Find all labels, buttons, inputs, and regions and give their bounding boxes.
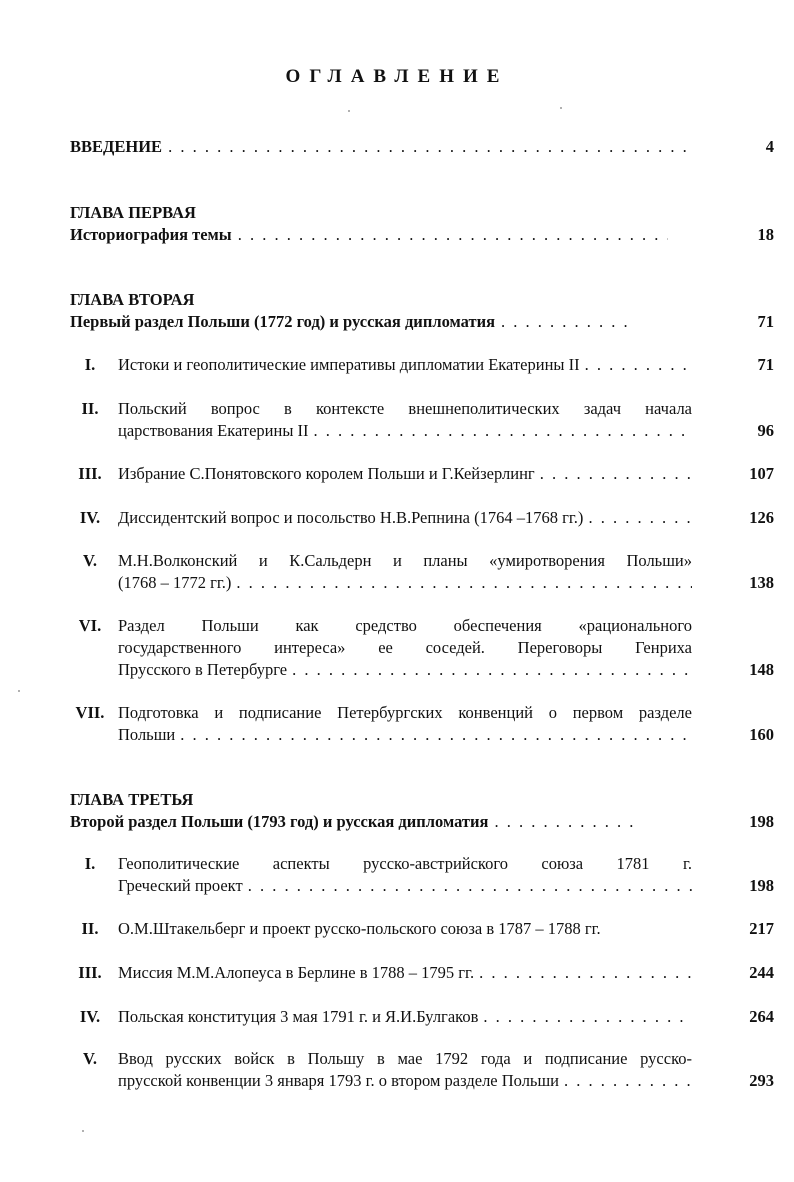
chapter-2[interactable]	[70, 289, 774, 333]
section-2-1[interactable]	[70, 354, 774, 376]
section-text: (1768 – 1772 гг.)	[118, 573, 232, 592]
section-number: III.	[78, 464, 102, 483]
page-number: 138	[749, 573, 774, 592]
section-number: V.	[83, 551, 97, 570]
dot-leader	[238, 224, 668, 246]
dot-leader	[588, 507, 692, 529]
chapter-heading: ГЛАВА ВТОРАЯ	[70, 290, 195, 309]
section-text: Диссидентский вопрос и посольство Н.В.Репнина (1764 –1768 гг.)	[118, 508, 584, 527]
section-number: II.	[81, 919, 99, 938]
chapter-1[interactable]	[70, 202, 774, 246]
dot-leader	[236, 572, 692, 594]
chapter-3[interactable]	[70, 789, 774, 833]
page-number: 71	[757, 355, 774, 374]
section-3-5[interactable]	[70, 1048, 774, 1092]
section-text: Греческий проект	[118, 876, 243, 895]
dot-leader	[248, 875, 692, 897]
dot-leader	[314, 420, 692, 442]
page-number: 160	[749, 725, 774, 744]
section-text: Ввод русских войск в Польшу в мае 1792 года и подписание русско-	[118, 1049, 692, 1068]
section-2-5[interactable]	[70, 550, 774, 594]
section-text: Прусского в Петербурге	[118, 660, 288, 679]
scan-speck	[82, 1130, 84, 1132]
page-number: 71	[757, 312, 774, 331]
chapter-title: Историография темы	[70, 225, 232, 244]
dot-leader	[479, 962, 692, 984]
dot-leader	[501, 311, 631, 333]
section-2-7[interactable]	[70, 702, 774, 746]
section-number: I.	[84, 355, 96, 374]
section-number: IV.	[79, 508, 101, 527]
section-2-6[interactable]	[70, 615, 774, 681]
page-title: ОГЛАВЛЕНИЕ	[285, 66, 509, 87]
page-number: 264	[749, 1007, 774, 1026]
section-text: Польский вопрос в контексте внешнеполитических задач начала	[118, 399, 692, 418]
section-text: Раздел Польши как средство обеспечения «рационального	[118, 616, 692, 635]
dot-leader	[168, 136, 688, 158]
section-number: V.	[83, 1049, 97, 1068]
section-text: Миссия М.М.Алопеуса в Берлине в 1788 – 1795 гг.	[118, 963, 475, 982]
section-3-3[interactable]	[70, 962, 774, 984]
dot-leader	[483, 1006, 692, 1028]
section-text: государственного интереса» ее соседей. Переговоры Генриха	[118, 638, 692, 657]
page-number: 293	[749, 1071, 774, 1090]
page-number: 148	[749, 660, 774, 679]
dot-leader	[564, 1070, 692, 1092]
section-text: М.Н.Волконский и К.Сальдерн и планы «умиротворения Польши»	[118, 551, 692, 570]
section-3-2[interactable]	[70, 918, 774, 940]
section-2-4[interactable]	[70, 507, 774, 529]
section-text: О.М.Штакельберг и проект русско-польского союза в 1787 – 1788 гг.	[118, 919, 601, 938]
section-text: Истоки и геополитические императивы дипломатии Екатерины II	[118, 355, 580, 374]
section-number: I.	[84, 854, 96, 873]
page-number: 4	[765, 137, 774, 156]
chapter-title: Второй раздел Польши (1793 год) и русская дипломатия	[70, 812, 489, 831]
section-2-3[interactable]	[70, 463, 774, 485]
section-number: VI.	[78, 616, 102, 635]
intro-label: ВВЕДЕНИЕ	[70, 137, 163, 156]
page-number: 126	[749, 508, 774, 527]
page-number: 198	[749, 876, 774, 895]
page-number: 217	[749, 919, 774, 938]
scan-speck	[18, 690, 20, 692]
section-text: Подготовка и подписание Петербургских конвенций о первом разделе	[118, 703, 692, 722]
section-3-4[interactable]	[70, 1006, 774, 1028]
section-number: VII.	[75, 703, 105, 722]
dot-leader	[180, 724, 692, 746]
section-2-2[interactable]	[70, 398, 774, 442]
page-number: 198	[749, 812, 774, 831]
section-number: II.	[81, 399, 99, 418]
section-text: царствования Екатерины II	[118, 421, 309, 440]
section-text: Польская конституция 3 мая 1791 г. и Я.И.Булгаков	[118, 1007, 479, 1026]
scan-speck	[348, 110, 350, 112]
dot-leader	[585, 354, 692, 376]
chapter-title: Первый раздел Польши (1772 год) и русская дипломатия	[70, 312, 496, 331]
section-text: Избрание С.Понятовского королем Польши и Г.Кейзерлинг	[118, 464, 535, 483]
dot-leader	[292, 659, 692, 681]
section-text: Геополитические аспекты русско-австрийского союза 1781 г.	[118, 854, 692, 873]
section-text: Польши	[118, 725, 176, 744]
chapter-heading: ГЛАВА ПЕРВАЯ	[70, 203, 196, 222]
page-number: 107	[749, 464, 774, 483]
section-text: прусской конвенции 3 января 1793 г. о втором разделе Польши	[118, 1071, 559, 1090]
toc-entry-intro[interactable]	[70, 136, 774, 158]
scan-speck	[560, 107, 562, 109]
chapter-heading: ГЛАВА ТРЕТЬЯ	[70, 790, 194, 809]
page-number: 96	[757, 421, 774, 440]
section-number: III.	[78, 963, 102, 982]
page-number: 18	[757, 225, 774, 244]
dot-leader	[494, 811, 634, 833]
page-number: 244	[749, 963, 774, 982]
section-3-1[interactable]	[70, 853, 774, 897]
section-number: IV.	[79, 1007, 101, 1026]
dot-leader	[540, 463, 692, 485]
